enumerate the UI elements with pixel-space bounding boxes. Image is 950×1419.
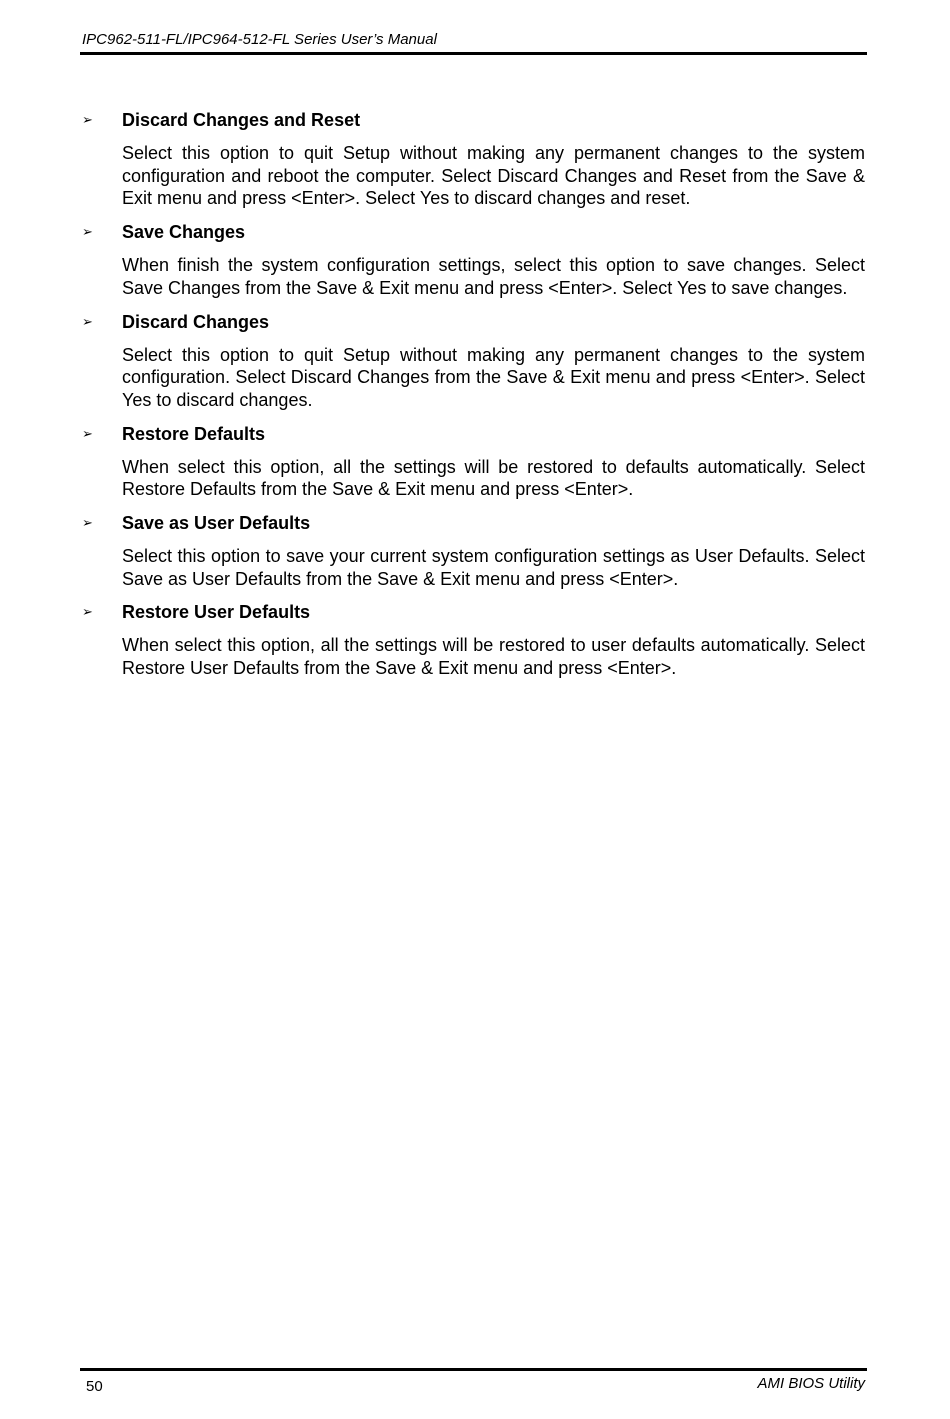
arrowhead-bullet-icon: ➢ (82, 604, 93, 620)
section-heading (80, 220, 865, 244)
section-heading-label: Save as User Defaults (122, 513, 311, 534)
header-rule (80, 52, 867, 55)
footer-title: AMI BIOS Utility (757, 1375, 865, 1392)
arrowhead-bullet-icon: ➢ (82, 112, 93, 127)
section-body: Select this option to quit Setup without making any permanent changes to the system configuration and reboot the computer. Select Discard Changes and Reset from the Save & Exit menu and press <Enter>. Select Yes to discard changes and reset. (122, 143, 865, 209)
page-number: 50 (86, 1378, 103, 1395)
section-body: When finish the system configuration settings, select this option to save changes. Select Save Changes from the Save & Exit menu and press <Enter>. Select Yes to save changes. (122, 255, 865, 298)
section-save-as-user-defaults (80, 511, 865, 590)
section-heading (80, 310, 865, 334)
section-heading-label: Restore User Defaults (122, 602, 311, 623)
page-content (80, 108, 865, 690)
arrowhead-bullet-icon: ➢ (82, 224, 93, 240)
arrowhead-bullet-icon: ➢ (82, 313, 93, 329)
section-heading-label: Discard Changes (122, 311, 270, 332)
section-heading (80, 511, 865, 535)
section-heading (80, 422, 865, 446)
section-heading (80, 108, 865, 132)
section-body: Select this option to quit Setup without making any permanent changes to the system configuration. Select Discard Changes from the Save & Exit menu and press <Enter>. Select Yes to discard changes. (122, 344, 865, 410)
section-heading-label: Restore Defaults (122, 423, 266, 444)
section-body: When select this option, all the settings will be restored to defaults automatically. Select Restore Defaults from the Save & Exit menu and press <Enter>. (122, 456, 865, 500)
section-heading-label: Save Changes (122, 222, 246, 243)
arrowhead-bullet-icon: ➢ (82, 515, 93, 531)
footer-rule (80, 1368, 867, 1371)
section-save-changes (80, 220, 865, 299)
arrowhead-bullet-icon: ➢ (82, 425, 93, 441)
header-title: IPC962-511-FL/IPC964-512-FL Series User’s Manual (82, 31, 437, 48)
section-restore-user-defaults (80, 600, 865, 679)
section-discard-changes-and-reset (80, 108, 865, 210)
section-body: When select this option, all the settings will be restored to user defaults automatically. Select Restore User Defaults from the Save & Exit menu and press <Enter>. (122, 635, 865, 679)
section-body: Select this option to save your current system configuration settings as User Defaults. Select Save as User Defaults from the Save & Exit menu and press <Enter>. (122, 546, 865, 589)
section-discard-changes (80, 310, 865, 412)
section-heading-label: Discard Changes and Reset (122, 110, 361, 130)
section-heading (80, 600, 865, 624)
section-restore-defaults (80, 422, 865, 501)
